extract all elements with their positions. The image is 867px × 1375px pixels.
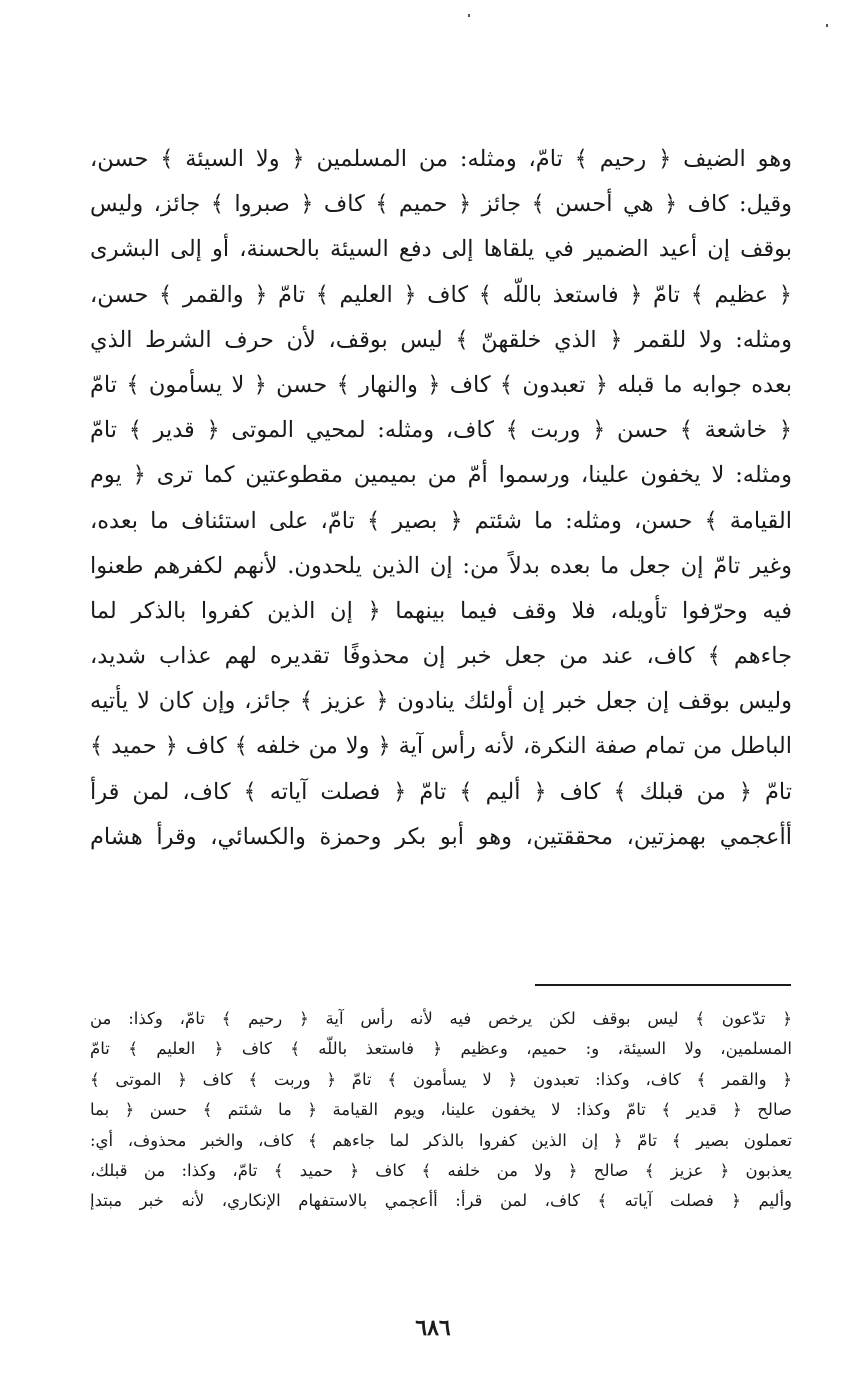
body-line: ومثله: ولا للقمر ﴿ الذي خلقهنّ ﴾ ليس بوقف، لأن حرف الشرط الذي bbox=[90, 326, 792, 353]
body-line: بوقف إن أعيد الضمير في يلقاها إلى دفع السيئة بالحسنة، أو إلى البشرى bbox=[90, 236, 792, 263]
footnote-line: وأليم ﴿ فصلت آياته ﴾ كاف، لمن قرأ: أأعجمي بالاستفهام الإنكاري، لأنه خبر مبتدإ bbox=[90, 1191, 792, 1211]
main-body-text bbox=[90, 137, 792, 860]
footnote-divider bbox=[535, 984, 791, 986]
footnote-line: تعملون بصير ﴾ تامّ ﴿ إن الذين كفروا بالذكر لما جاءهم ﴾ كاف، والخبر محذوف، أي: bbox=[90, 1130, 792, 1150]
scan-mark bbox=[468, 14, 470, 17]
body-line: وهو الضيف ﴿ رحيم ﴾ تامّ، ومثله: من المسلمين ﴿ ولا السيئة ﴾ حسن، bbox=[90, 146, 792, 172]
footnote-line: صالح ﴿ قدير ﴾ تامّ وكذا: لا يخفون علينا، ويوم القيامة ﴿ ما شئتم ﴾ حسن ﴿ بما bbox=[90, 1100, 792, 1120]
body-line: ﴿ عظيم ﴾ تامّ ﴿ فاستعذ باللّه ﴾ كاف ﴿ العليم ﴾ تامّ ﴿ والقمر ﴾ حسن، bbox=[90, 281, 792, 308]
page-number: ٦٨٦ bbox=[415, 1315, 451, 1341]
footnote-line: ﴿ والقمر ﴾ كاف، وكذا: تعبدون ﴿ لا يسأمون ﴾ تامّ ﴿ وربت ﴾ كاف ﴿ الموتى ﴾ bbox=[90, 1069, 792, 1089]
footnote-line: ﴿ تدّعون ﴾ ليس بوقف لكن يرخص فيه لأنه رأس آية ﴿ رحيم ﴾ تامّ، وكذا: من bbox=[90, 1009, 792, 1028]
body-line: وقيل: كاف ﴿ هي أحسن ﴾ جائز ﴿ حميم ﴾ كاف ﴿ صبروا ﴾ جائز، وليس bbox=[90, 191, 792, 218]
body-line: ومثله: لا يخفون علينا، ورسموا أمّ من بميمين مقطوعتين كما ترى ﴿ يوم bbox=[90, 462, 792, 489]
scan-mark bbox=[826, 24, 828, 27]
body-line: فيه وحرّفوا تأويله، فلا وقف فيما بينهما ﴿ إن الذين كفروا بالذكر لما bbox=[90, 597, 792, 624]
footnote-line: يعذبون ﴿ عزيز ﴾ صالح ﴿ ولا من خلفه ﴾ كاف ﴿ حميد ﴾ تامّ، وكذا: من قبلك، bbox=[90, 1160, 792, 1180]
body-line: وليس بوقف إن جعل خبر إن أولئك ينادون ﴿ عزيز ﴾ جائز، وإن كان لا يأتيه bbox=[90, 688, 792, 715]
body-line: جاءهم ﴾ كاف، عند من جعل خبر إن محذوفًا تقديره لهم عذاب شديد، bbox=[90, 643, 792, 670]
body-line: ﴿ خاشعة ﴾ حسن ﴿ وربت ﴾ كاف، ومثله: لمحيي الموتى ﴿ قدير ﴾ تامّ bbox=[90, 417, 792, 444]
body-line: تامّ ﴿ من قبلك ﴾ كاف ﴿ أليم ﴾ تامّ ﴿ فصلت آياته ﴾ كاف، لمن قرأ bbox=[90, 778, 792, 805]
body-line: بعده جوابه ما قبله ﴿ تعبدون ﴾ كاف ﴿ والنهار ﴾ حسن ﴿ لا يسأمون ﴾ تامّ bbox=[90, 371, 792, 398]
body-line: وغير تامّ إن جعل ما بعده بدلاً من: إن الذين يلحدون. لأنهم لكفرهم طعنوا bbox=[90, 552, 792, 579]
body-line: أأعجمي بهمزتين، محققتين، وهو أبو بكر وحمزة والكسائي، وقرأ هشام bbox=[90, 823, 792, 850]
body-line: القيامة ﴾ حسن، ومثله: ما شئتم ﴿ بصير ﴾ تامّ، على استئناف ما بعده، bbox=[90, 507, 792, 534]
footnote-line: المسلمين، ولا السيئة، و: حميم، وعظيم ﴿ فاستعذ باللّه ﴾ كاف ﴿ العليم ﴾ تامّ bbox=[90, 1039, 792, 1059]
body-line: الباطل من تمام صفة النكرة، لأنه رأس آية ﴿ ولا من خلفه ﴾ كاف ﴿ حميد ﴾ bbox=[90, 733, 792, 760]
footnote-text bbox=[90, 1004, 792, 1217]
